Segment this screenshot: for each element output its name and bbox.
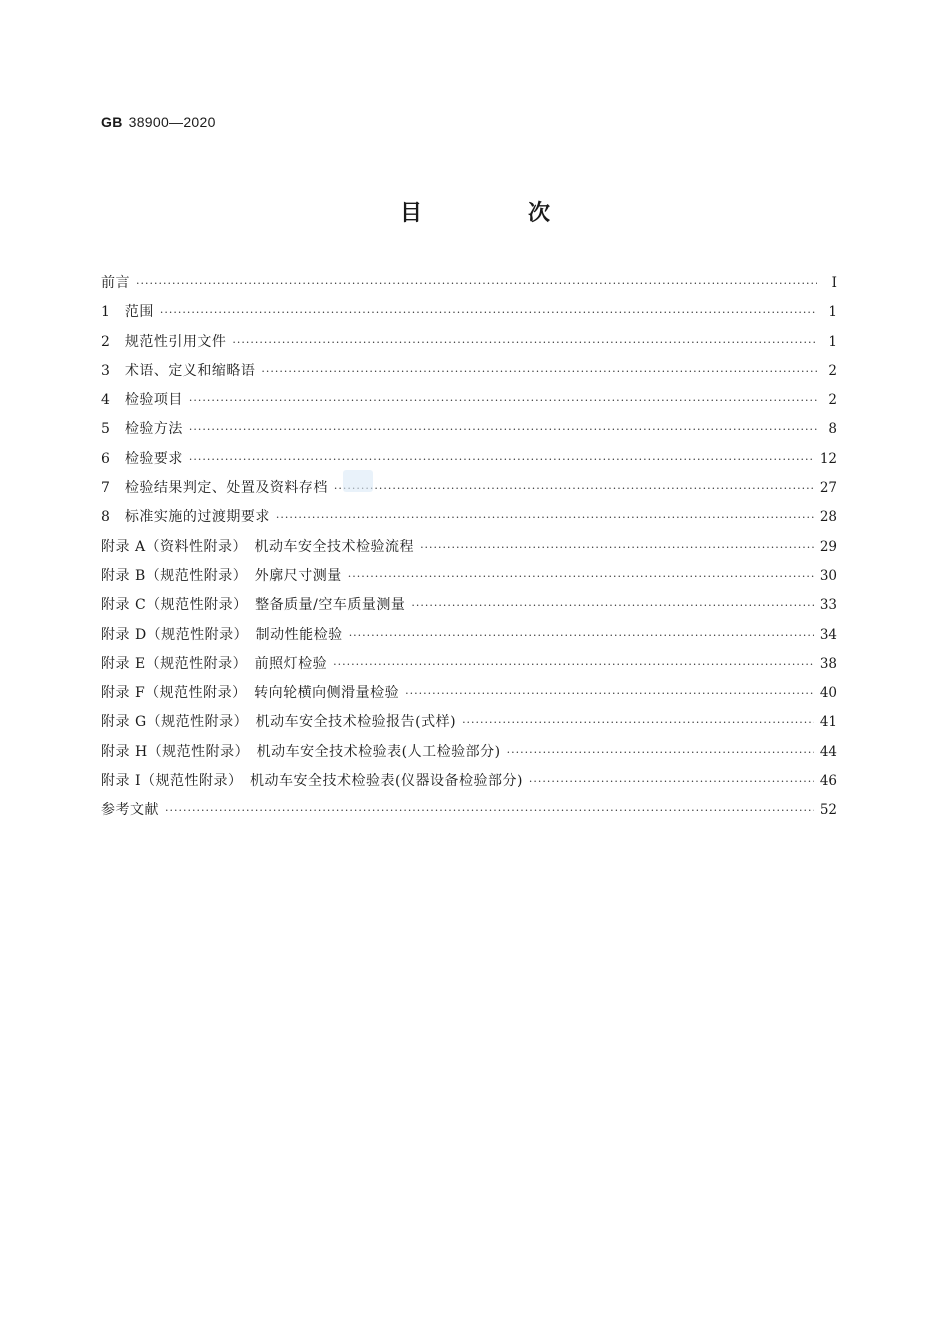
toc-entry-7[interactable] (101, 474, 837, 503)
toc-entry-label: 4 检验项目 (101, 392, 183, 409)
toc-leader-dots (405, 679, 814, 708)
toc-entry-page: 2 (828, 392, 837, 409)
toc-leader-dots (529, 767, 814, 796)
toc-leader-dots (348, 562, 814, 591)
toc-entry-1[interactable] (101, 298, 837, 327)
toc-entry-appendix-f[interactable] (101, 679, 837, 708)
toc-entry-appendix-b[interactable] (101, 562, 837, 591)
toc-leader-dots (349, 621, 814, 650)
toc-entry-foreword[interactable] (101, 269, 837, 298)
toc-entry-page: 44 (819, 743, 837, 760)
toc-entry-appendix-d[interactable] (101, 621, 837, 650)
toc-entry-label: 附录 C（规范性附录） 整备质量/空车质量测量 (101, 597, 406, 614)
toc-entry-page: 28 (819, 509, 837, 526)
toc-entry-appendix-i[interactable] (101, 767, 837, 796)
toc-entry-page: 1 (828, 304, 837, 321)
toc-entry-label: 附录 I（规范性附录） 机动车安全技术检验表(仪器设备检验部分) (101, 773, 523, 790)
toc-entry-label: 5 检验方法 (101, 421, 183, 438)
toc-entry-label: 附录 E（规范性附录） 前照灯检验 (101, 655, 328, 672)
toc-leader-dots (276, 503, 814, 532)
toc-leader-dots (334, 474, 814, 503)
toc-entry-label: 附录 F（规范性附录） 转向轮横向侧滑量检验 (101, 685, 400, 702)
toc-entry-references[interactable] (101, 796, 837, 825)
table-of-contents (101, 269, 837, 826)
toc-leader-dots (189, 386, 817, 415)
toc-entry-appendix-c[interactable] (101, 591, 837, 620)
toc-entry-label: 附录 H（规范性附录） 机动车安全技术检验表(人工检验部分) (101, 743, 501, 760)
toc-entry-2[interactable] (101, 328, 837, 357)
toc-entry-page: 38 (819, 655, 837, 672)
toc-leader-dots (165, 796, 814, 825)
toc-entry-page: 2 (828, 362, 837, 379)
toc-entry-appendix-e[interactable] (101, 650, 837, 679)
toc-leader-dots (462, 708, 814, 737)
toc-entry-page: 8 (828, 421, 837, 438)
toc-entry-page: Ⅰ (831, 275, 837, 291)
toc-entry-page: 1 (828, 333, 837, 350)
toc-entry-page: 29 (819, 538, 837, 555)
toc-leader-dots (136, 269, 817, 298)
toc-entry-page: 41 (819, 714, 837, 731)
toc-entry-page: 33 (819, 597, 837, 614)
toc-entry-3[interactable] (101, 357, 837, 386)
toc-entry-6[interactable] (101, 445, 837, 474)
toc-entry-label: 3 术语、定义和缩略语 (101, 362, 256, 379)
toc-leader-dots (189, 445, 814, 474)
toc-entry-page: 40 (819, 685, 837, 702)
toc-entry-page: 46 (819, 773, 837, 790)
toc-entry-appendix-g[interactable] (101, 708, 837, 737)
toc-entry-label: 2 规范性引用文件 (101, 333, 227, 350)
toc-entry-label: 7 检验结果判定、处置及资料存档 (101, 480, 328, 497)
toc-leader-dots (420, 533, 814, 562)
watermark-logo-icon (343, 470, 373, 492)
toc-entry-4[interactable] (101, 386, 837, 415)
toc-entry-8[interactable] (101, 503, 837, 532)
standard-code-prefix: GB (101, 114, 123, 130)
toc-entry-label: 6 检验要求 (101, 450, 183, 467)
toc-entry-label: 参考文献 (101, 802, 159, 819)
toc-leader-dots (160, 298, 817, 327)
toc-entry-label: 附录 B（规范性附录） 外廓尺寸测量 (101, 567, 342, 584)
toc-entry-page: 12 (819, 450, 837, 467)
toc-entry-label: 1 范围 (101, 304, 154, 321)
toc-entry-page: 34 (819, 626, 837, 643)
page-title: 目 次 (399, 201, 592, 226)
toc-leader-dots (411, 591, 813, 620)
toc-entry-page: 27 (819, 480, 837, 497)
standard-code-number: 38900—2020 (128, 114, 216, 130)
toc-entry-appendix-h[interactable] (101, 738, 837, 767)
toc-entry-label: 前言 (101, 275, 130, 291)
toc-leader-dots (189, 415, 817, 444)
toc-entry-page: 52 (819, 802, 837, 819)
toc-entry-label: 附录 D（规范性附录） 制动性能检验 (101, 626, 343, 643)
toc-entry-label: 附录 A（资料性附录） 机动车安全技术检验流程 (101, 538, 415, 555)
toc-entry-label: 8 标准实施的过渡期要求 (101, 509, 270, 526)
toc-leader-dots (333, 650, 814, 679)
toc-leader-dots (507, 738, 814, 767)
standard-code (101, 114, 216, 130)
toc-leader-dots (232, 328, 817, 357)
toc-entry-page: 30 (819, 567, 837, 584)
toc-leader-dots (261, 357, 817, 386)
toc-entry-appendix-a[interactable] (101, 533, 837, 562)
toc-entry-label: 附录 G（规范性附录） 机动车安全技术检验报告(式样) (101, 714, 457, 731)
toc-entry-5[interactable] (101, 415, 837, 444)
